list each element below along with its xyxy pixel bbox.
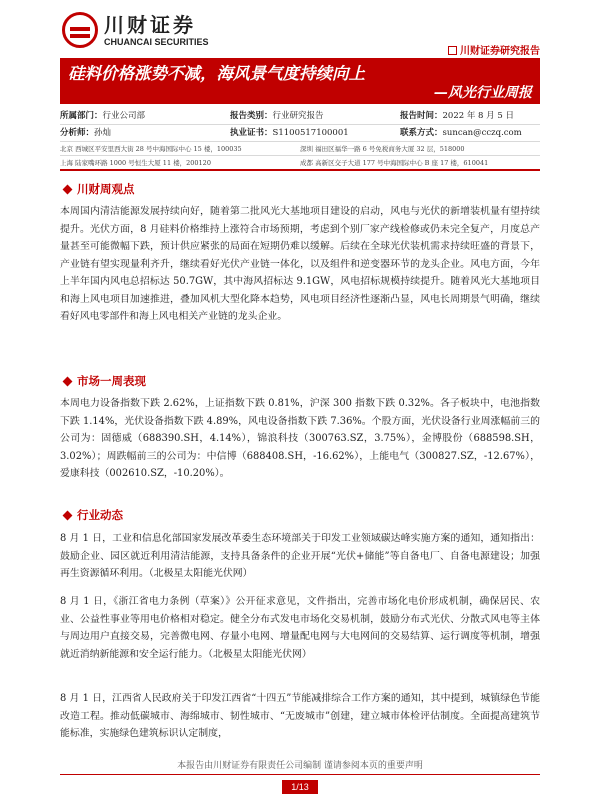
time-label: 报告时间：	[400, 111, 443, 121]
address-beijing: 北京 西城区平安里西大街 28 号中海国际中心 15 楼，100035	[60, 144, 242, 153]
paragraph-weekly-view: 本周国内清洁能源发展持续向好，随着第二批风光大基地项目建设的启动，风电与光伏的新增装机量有望持续提升。光伏方面，8 月硅料价格维持上涨符合市场预期，考虑到个别厂家产线检修或仍未完全复产，月度总产量甚至可能微幅下跌，预计供应紧张的局面在短期仍难以缓解。后续在全球光伏装机需求持续旺盛的背景下，产业链有望实现量利齐升，继续看好光伏产业链一体化，以及组件和逆变器环节的龙头企业。风电方面，今年上半年国内风电总招标达 50.7GW，其中海风招标达 9.1GW，风电招标规模持续提升。随着风光大基地项目和海上风电项目加速推进，叠加风机大型化降本趋势，风电项目经济性逐渐凸显，风电长周期景气明确，继续看好风电零部件和海上风电相关产业链的龙头企业。	[60, 206, 540, 322]
section-title: 市场一周表现	[77, 374, 146, 388]
section-title: 川财周观点	[77, 182, 135, 196]
report-title: 硅料价格涨势不减，海风景气度持续向上	[68, 64, 365, 83]
address-shanghai: 上海 陆家嘴环路 1000 号恒生大厦 11 楼，200120	[60, 158, 211, 167]
address-chengdu: 成都 高新区交子大道 177 号中海国际中心 B 座 17 楼，610041	[300, 158, 489, 167]
report-type-label: 川财证券研究报告	[460, 46, 540, 57]
contact-email[interactable]: suncan@cczq.com	[442, 128, 522, 138]
paragraph-news-2: 8 月 1 日，《浙江省电力条例（草案）》公开征求意见，文件指出，完善市场化电价形成机制，确保居民、农业、公益性事业等用电价格相对稳定。健全分布式发电市场化交易机制，鼓励分布式光伏、分散式风电等主体与周边用户直接交易，完善微电网、存量小电网、增量配电网与大电网间的交易结算、运行调度等机制，增强就近消纳新能源和安全运行能力。（北极星太阳能光伏网）	[60, 596, 540, 660]
cert-label: 执业证书：	[230, 128, 273, 138]
time-value: 2022 年 8 月 5 日	[442, 111, 514, 121]
section-industry-news	[60, 507, 123, 523]
report-type-tag	[448, 42, 540, 57]
cert-value: S1100517100001	[272, 128, 349, 138]
info-row-2	[60, 125, 540, 142]
info-row-1	[60, 108, 540, 125]
page-number: 1/13	[282, 780, 318, 794]
section-market-performance	[60, 373, 146, 389]
address-row-2	[60, 156, 540, 171]
report-info-table	[60, 108, 540, 171]
diamond-icon	[63, 185, 73, 195]
dept-label: 所属部门：	[60, 111, 103, 121]
contact-label: 联系方式：	[400, 128, 443, 138]
paragraph-news-1: 8 月 1 日，工业和信息化部国家发展改革委生态环境部关于印发工业领域碳达峰实施方案的通知，通知指出：鼓励企业、园区就近利用清洁能源，支持具备条件的企业开展“光伏+储能”等自备电厂、自备电源建设；加强再生资源循环利用。（北极星太阳能光伏网）	[60, 533, 540, 579]
diamond-icon	[63, 377, 73, 387]
type-label: 报告类别：	[230, 111, 273, 121]
paragraph-news-3: 8 月 1 日，江西省人民政府关于印发江西省“十四五”节能减排综合工作方案的通知，其中提到，城镇绿色节能改造工程。推动低碳城市、海绵城市、韧性城市、“无废城市”创建，建立城市体检评估制度。全面提高建筑节能标准，实施绿色建筑标识认定制度，	[60, 693, 540, 739]
section-weekly-view	[60, 181, 135, 197]
address-row-1	[60, 142, 540, 156]
dept-value: 行业公司部	[102, 111, 146, 121]
type-value: 行业研究报告	[272, 111, 324, 121]
brand-name-en: CHUANCAI SECURITIES	[104, 37, 209, 47]
footer-divider	[60, 774, 540, 775]
brand-name: 川财证券	[104, 13, 196, 37]
analyst-label: 分析师：	[60, 128, 95, 138]
section-title: 行业动态	[77, 508, 123, 522]
chuancai-logo-icon	[62, 12, 98, 48]
title-banner	[60, 58, 540, 104]
report-icon	[448, 46, 457, 55]
page-header	[0, 0, 600, 56]
address-shenzhen: 深圳 福田区福华一路 6 号免税商务大厦 32 层，518000	[300, 144, 465, 153]
paragraph-market-performance: 本周电力设备指数下跌 2.62%，上证指数下跌 0.81%，沪深 300 指数下跌 0.32%。各子板块中，电池指数下跌 1.14%，光伏设备指数下跌 4.89%，风电设备指数下跌 7.36%。个股方面，光伏设备行业周涨幅前三的公司为：固德威（688390.SH，4.14%），锦浪科技（300763.SZ，3.75%），金博股份（688598.SH，3.02%）；周跌幅前三的公司为：中信博（688408.SH，-16.62%），上能电气（300827.SZ，-12.67%），爱康科技（002610.SZ，-10.20%）。	[60, 398, 540, 479]
footer-note: 本报告由川财证券有限责任公司编制 谨请参阅本页的重要声明	[177, 761, 423, 771]
report-subtitle: —风光行业周报	[434, 85, 532, 101]
analyst-value: 孙灿	[94, 128, 112, 138]
diamond-icon	[63, 511, 73, 521]
